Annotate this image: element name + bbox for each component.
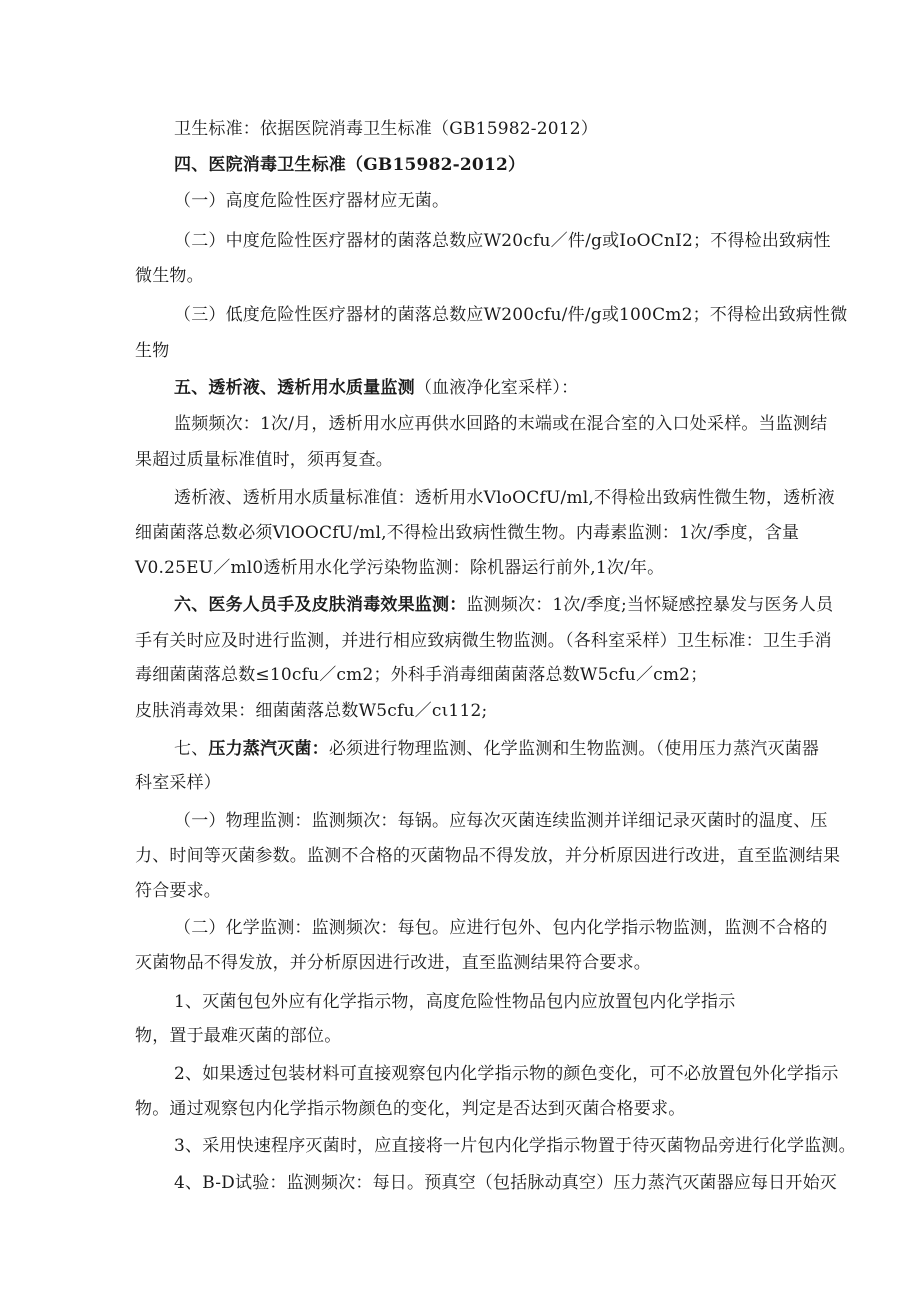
paragraph-line: 微生物。 (135, 266, 204, 286)
section-heading-five (174, 377, 578, 399)
section-heading-six (174, 594, 833, 616)
paragraph-line: 符合要求。 (135, 881, 221, 901)
paragraph-line: 细菌菌落总数必须VlOOCfU/ml,不得检出致病性微生物。内毒素监测：1次/季度，含量 (135, 523, 800, 543)
section-five-note: （血液净化室采样）： (414, 378, 579, 398)
paragraph-line: 皮肤消毒效果：细菌菌落总数W5cfu／cι112; (135, 701, 488, 721)
paragraph-line: 毒细菌菌落总数≤10cfu／cm2；外科手消毒细菌菌落总数W5cfu／cm2； (135, 665, 708, 685)
section-heading-four: 四、医院消毒卫生标准（GB15982-2012） (174, 155, 526, 175)
paragraph-line: （一）物理监测：监测频次：每锅。应每次灭菌连续监测并详细记录灭菌时的温度、压 (174, 811, 828, 831)
section-six-title: 六、医务人员手及皮肤消毒效果监测： (174, 595, 467, 615)
paragraph-line: （三）低度危险性医疗器材的菌落总数应W200cfu/件/g或100Cm2；不得检出致病性微 (174, 305, 848, 325)
paragraph-line: 卫生标准：依据医院消毒卫生标准（GB15982-2012） (174, 119, 598, 139)
paragraph-line: 3、采用快速程序灭菌时，应直接将一片包内化学指示物置于待灭菌物品旁进行化学监测。 (174, 1136, 856, 1156)
section-five-number: 五、 (174, 378, 209, 398)
paragraph-line: 物。通过观察包内化学指示物颜色的变化，判定是否达到灭菌合格要求。 (135, 1099, 686, 1119)
paragraph-line: 透析液、透析用水质量标准值：透析用水VloOCfU/ml,不得检出致病性微生物，透析液 (174, 488, 835, 508)
section-heading-seven (174, 738, 819, 760)
paragraph-line: 2、如果透过包装材料可直接观察包内化学指示物的颜色变化，可不必放置包外化学指示 (174, 1064, 839, 1084)
paragraph-line: 生物 (135, 341, 170, 361)
paragraph-line: 4、B-D试验：监测频次：每日。预真空（包括脉动真空）压力蒸汽灭菌器应每日开始灭 (174, 1173, 837, 1193)
paragraph-line: 科室采样） (135, 773, 221, 793)
paragraph-line: 灭菌物品不得发放，并分析原因进行改进，直至监测结果符合要求。 (135, 953, 651, 973)
paragraph-line: 物，置于最难灭菌的部位。 (135, 1026, 342, 1046)
paragraph-line: （一）高度危险性医疗器材应无菌。 (174, 191, 450, 211)
paragraph-line: 1、灭菌包包外应有化学指示物，高度危险性物品包内应放置包内化学指示 (174, 992, 736, 1012)
paragraph-line: （二）中度危险性医疗器材的菌落总数应W20cfu／件/g或IoOCnI2；不得检出致病性 (174, 231, 831, 251)
paragraph-line: （二）化学监测：监测频次：每包。应进行包外、包内化学指示物监测，监测不合格的 (174, 918, 828, 938)
paragraph-line: 手有关时应及时进行监测，并进行相应致病微生物监测。（各科室采样）卫生标准：卫生手消 (135, 631, 832, 651)
section-seven-title: 压力蒸汽灭菌： (208, 739, 329, 759)
paragraph-line: 力、时间等灭菌参数。监测不合格的灭菌物品不得发放，并分析原因进行改进，直至监测结果 (135, 846, 841, 866)
section-five-title: 透析液、透析用水质量监测 (208, 378, 415, 398)
section-seven-number: 七、 (174, 739, 209, 759)
section-seven-text: 必须进行物理监测、化学监测和生物监测。（使用压力蒸汽灭菌器 (328, 739, 820, 759)
section-six-text: 监测频次：1次/季度;当怀疑感控暴发与医务人员 (466, 595, 834, 615)
paragraph-line: 监频频次：1次/月，透析用水应再供水回路的末端或在混合室的入口处采样。当监测结 (174, 414, 828, 434)
paragraph-line: V0.25EU／ml0透析用水化学污染物监测：除机器运行前外,1次/年。 (135, 558, 665, 578)
paragraph-line: 果超过质量标准值时，须再复查。 (135, 450, 393, 470)
